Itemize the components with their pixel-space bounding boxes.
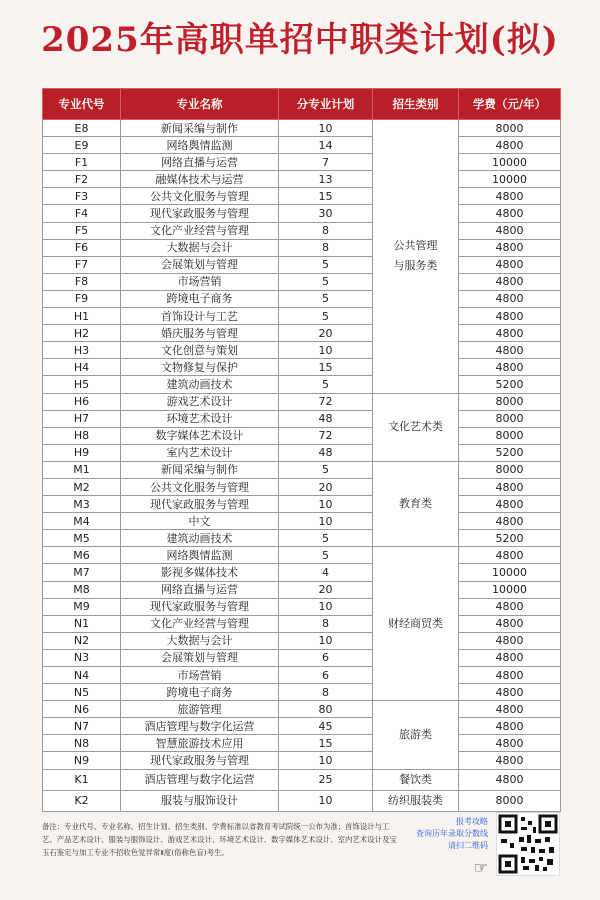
major-code-cell: M2	[43, 478, 121, 495]
major-name-cell: 首饰设计与工艺	[121, 308, 279, 325]
qr-code[interactable]	[496, 812, 560, 876]
plan-count-cell: 8	[279, 684, 373, 701]
tuition-cell: 4800	[459, 769, 561, 790]
table-row	[43, 547, 561, 564]
major-name-cell: 酒店管理与数字化运营	[121, 718, 279, 735]
footnote: 备注：专业代号、专业名称、招生计划、招生类别、学费标准以省教育考试院统一公布为准；首饰设计与工艺、产品艺术设计、服装与服饰设计、游戏艺术设计、环境艺术设计、数字媒体艺术设计、室内艺术设计及宝玉石鉴定与加工专业不招收色觉异常Ⅱ度(俗称色盲)考生。	[42, 822, 397, 857]
plan-count-cell: 20	[279, 581, 373, 598]
major-code-cell: M5	[43, 530, 121, 547]
tuition-cell: 4800	[459, 188, 561, 205]
table-row	[43, 701, 561, 718]
tuition-cell: 4800	[459, 290, 561, 307]
table-row	[43, 564, 561, 581]
category-cell: 文化艺术类	[373, 393, 459, 461]
major-code-cell: H6	[43, 393, 121, 410]
header-major-code: 专业代号	[43, 89, 121, 120]
major-name-cell: 现代家政服务与管理	[121, 598, 279, 615]
qr-caption-line1: 报考攻略	[456, 817, 488, 826]
major-code-cell: N5	[43, 684, 121, 701]
major-name-cell: 现代家政服务与管理	[121, 205, 279, 222]
major-code-cell: F2	[43, 171, 121, 188]
plan-count-cell: 10	[279, 513, 373, 530]
category-cell: 纺织服装类	[373, 790, 459, 811]
tuition-cell: 4800	[459, 239, 561, 256]
table-row	[43, 461, 561, 478]
table-row	[43, 718, 561, 735]
table-row	[43, 667, 561, 684]
plan-count-cell: 5	[279, 273, 373, 290]
tuition-cell: 4800	[459, 205, 561, 222]
major-code-cell: E9	[43, 137, 121, 154]
tuition-cell: 4800	[459, 632, 561, 649]
tuition-cell: 4800	[459, 615, 561, 632]
table-row	[43, 769, 561, 790]
qr-code-icon	[497, 813, 559, 875]
header-plan: 分专业计划	[279, 89, 373, 120]
tuition-cell: 4800	[459, 478, 561, 495]
table-row	[43, 632, 561, 649]
table-row	[43, 735, 561, 752]
plan-count-cell: 10	[279, 598, 373, 615]
table-row	[43, 581, 561, 598]
major-code-cell: K2	[43, 790, 121, 811]
major-code-cell: M6	[43, 547, 121, 564]
plan-count-cell: 7	[279, 154, 373, 171]
major-name-cell: 文化创意与策划	[121, 342, 279, 359]
tuition-cell: 4800	[459, 273, 561, 290]
table-row	[43, 342, 561, 359]
major-name-cell: 游戏艺术设计	[121, 393, 279, 410]
major-code-cell: N7	[43, 718, 121, 735]
major-name-cell: 服装与服饰设计	[121, 790, 279, 811]
plan-count-cell: 10	[279, 632, 373, 649]
tuition-cell: 10000	[459, 171, 561, 188]
qr-promo	[400, 812, 560, 882]
enrollment-plan-table	[42, 88, 561, 812]
qr-caption-line2: 查询历年录取分数线	[416, 829, 488, 838]
plan-count-cell: 8	[279, 222, 373, 239]
major-code-cell: M3	[43, 496, 121, 513]
major-code-cell: N6	[43, 701, 121, 718]
header-category: 招生类别	[373, 89, 459, 120]
major-code-cell: M4	[43, 513, 121, 530]
major-code-cell: M1	[43, 461, 121, 478]
tuition-cell: 8000	[459, 120, 561, 137]
major-name-cell: 现代家政服务与管理	[121, 496, 279, 513]
major-name-cell: 市场营销	[121, 273, 279, 290]
major-code-cell: M9	[43, 598, 121, 615]
major-name-cell: 现代家政服务与管理	[121, 752, 279, 769]
plan-count-cell: 5	[279, 461, 373, 478]
table-row	[43, 496, 561, 513]
tuition-cell: 4800	[459, 649, 561, 666]
major-code-cell: F5	[43, 222, 121, 239]
table-row	[43, 410, 561, 427]
plan-count-cell: 10	[279, 342, 373, 359]
plan-count-cell: 20	[279, 478, 373, 495]
major-code-cell: N9	[43, 752, 121, 769]
tuition-cell: 4800	[459, 137, 561, 154]
page-title: 2025年高职单招中职类计划(拟)	[41, 20, 559, 60]
table-row	[43, 427, 561, 444]
major-name-cell: 网络舆情监测	[121, 137, 279, 154]
category-cell: 财经商贸类	[373, 547, 459, 701]
major-name-cell: 旅游管理	[121, 701, 279, 718]
table-row	[43, 598, 561, 615]
pointing-hand-icon: ☞	[473, 858, 488, 877]
major-name-cell: 融媒体技术与运营	[121, 171, 279, 188]
plan-count-cell: 4	[279, 564, 373, 581]
tuition-cell: 8000	[459, 427, 561, 444]
table-row	[43, 256, 561, 273]
major-name-cell: 环境艺术设计	[121, 410, 279, 427]
plan-count-cell: 72	[279, 393, 373, 410]
plan-count-cell: 8	[279, 239, 373, 256]
table-row	[43, 752, 561, 769]
major-name-cell: 影视多媒体技术	[121, 564, 279, 581]
plan-count-cell: 15	[279, 188, 373, 205]
table-row	[43, 290, 561, 307]
major-name-cell: 文化产业经营与管理	[121, 615, 279, 632]
tuition-cell: 8000	[459, 461, 561, 478]
table-row	[43, 273, 561, 290]
plan-count-cell: 25	[279, 769, 373, 790]
tuition-cell: 4800	[459, 752, 561, 769]
major-code-cell: H7	[43, 410, 121, 427]
table-row	[43, 171, 561, 188]
major-code-cell: H8	[43, 427, 121, 444]
major-name-cell: 公共文化服务与管理	[121, 188, 279, 205]
table-row	[43, 615, 561, 632]
major-name-cell: 文化产业经营与管理	[121, 222, 279, 239]
major-code-cell: K1	[43, 769, 121, 790]
header-major-name: 专业名称	[121, 89, 279, 120]
table-row	[43, 649, 561, 666]
major-name-cell: 建筑动画技术	[121, 376, 279, 393]
major-name-cell: 大数据与会计	[121, 632, 279, 649]
tuition-cell: 5200	[459, 376, 561, 393]
tuition-cell: 4800	[459, 667, 561, 684]
table-row	[43, 188, 561, 205]
major-code-cell: F4	[43, 205, 121, 222]
plan-count-cell: 80	[279, 701, 373, 718]
plan-count-cell: 5	[279, 376, 373, 393]
plan-count-cell: 5	[279, 308, 373, 325]
major-code-cell: F3	[43, 188, 121, 205]
table-row	[43, 205, 561, 222]
major-name-cell: 会展策划与管理	[121, 256, 279, 273]
plan-count-cell: 15	[279, 735, 373, 752]
category-cell: 教育类	[373, 461, 459, 546]
major-name-cell: 会展策划与管理	[121, 649, 279, 666]
major-code-cell: H1	[43, 308, 121, 325]
major-name-cell: 数字媒体艺术设计	[121, 427, 279, 444]
plan-count-cell: 5	[279, 530, 373, 547]
plan-count-cell: 15	[279, 359, 373, 376]
plan-count-cell: 10	[279, 790, 373, 811]
major-code-cell: N3	[43, 649, 121, 666]
major-code-cell: H2	[43, 325, 121, 342]
plan-count-cell: 10	[279, 120, 373, 137]
tuition-cell: 8000	[459, 393, 561, 410]
plan-count-cell: 5	[279, 256, 373, 273]
major-name-cell: 跨境电子商务	[121, 290, 279, 307]
major-code-cell: M8	[43, 581, 121, 598]
tuition-cell: 4800	[459, 325, 561, 342]
plan-count-cell: 10	[279, 752, 373, 769]
plan-count-cell: 5	[279, 290, 373, 307]
table-row	[43, 444, 561, 461]
tuition-cell: 4800	[459, 222, 561, 239]
plan-count-cell: 48	[279, 444, 373, 461]
plan-count-cell: 45	[279, 718, 373, 735]
category-cell: 旅游类	[373, 701, 459, 769]
major-name-cell: 跨境电子商务	[121, 684, 279, 701]
plan-count-cell: 10	[279, 496, 373, 513]
major-code-cell: H3	[43, 342, 121, 359]
tuition-cell: 4800	[459, 496, 561, 513]
tuition-cell: 4800	[459, 342, 561, 359]
plan-count-cell: 20	[279, 325, 373, 342]
tuition-cell: 4800	[459, 547, 561, 564]
table-row	[43, 308, 561, 325]
plan-count-cell: 72	[279, 427, 373, 444]
tuition-cell: 10000	[459, 154, 561, 171]
table-row	[43, 393, 561, 410]
major-code-cell: F6	[43, 239, 121, 256]
table-row	[43, 790, 561, 811]
table-row	[43, 154, 561, 171]
plan-count-cell: 30	[279, 205, 373, 222]
qr-caption-line3: 请扫二维码	[448, 841, 488, 850]
tuition-cell: 4800	[459, 359, 561, 376]
major-name-cell: 大数据与会计	[121, 239, 279, 256]
category-cell: 餐饮类	[373, 769, 459, 790]
major-code-cell: F8	[43, 273, 121, 290]
table-header-row	[43, 89, 561, 120]
table-row	[43, 684, 561, 701]
plan-count-cell: 8	[279, 615, 373, 632]
table-row	[43, 478, 561, 495]
major-code-cell: N8	[43, 735, 121, 752]
tuition-cell: 4800	[459, 598, 561, 615]
tuition-cell: 8000	[459, 410, 561, 427]
category-cell: 公共管理 与服务类	[373, 120, 459, 394]
plan-count-cell: 6	[279, 649, 373, 666]
major-code-cell: F1	[43, 154, 121, 171]
table-row	[43, 513, 561, 530]
major-name-cell: 公共文化服务与管理	[121, 478, 279, 495]
tuition-cell: 4800	[459, 718, 561, 735]
qr-caption	[378, 816, 488, 852]
tuition-cell: 10000	[459, 564, 561, 581]
major-name-cell: 文物修复与保护	[121, 359, 279, 376]
major-code-cell: H5	[43, 376, 121, 393]
tuition-cell: 5200	[459, 530, 561, 547]
tuition-cell: 4800	[459, 701, 561, 718]
major-name-cell: 中文	[121, 513, 279, 530]
major-code-cell: F7	[43, 256, 121, 273]
major-code-cell: H4	[43, 359, 121, 376]
tuition-cell: 4800	[459, 513, 561, 530]
tuition-cell: 8000	[459, 790, 561, 811]
table-row	[43, 222, 561, 239]
table-row	[43, 530, 561, 547]
tuition-cell: 4800	[459, 256, 561, 273]
table-row	[43, 137, 561, 154]
plan-count-cell: 48	[279, 410, 373, 427]
major-name-cell: 市场营销	[121, 667, 279, 684]
major-name-cell: 婚庆服务与管理	[121, 325, 279, 342]
major-name-cell: 新闻采编与制作	[121, 461, 279, 478]
major-name-cell: 网络直播与运营	[121, 154, 279, 171]
table-body	[43, 120, 561, 812]
plan-count-cell: 6	[279, 667, 373, 684]
table-row	[43, 376, 561, 393]
tuition-cell: 4800	[459, 308, 561, 325]
major-code-cell: M7	[43, 564, 121, 581]
tuition-cell: 5200	[459, 444, 561, 461]
table-row	[43, 239, 561, 256]
major-code-cell: F9	[43, 290, 121, 307]
major-name-cell: 建筑动画技术	[121, 530, 279, 547]
tuition-cell: 10000	[459, 581, 561, 598]
major-name-cell: 新闻采编与制作	[121, 120, 279, 137]
major-name-cell: 酒店管理与数字化运营	[121, 769, 279, 790]
major-name-cell: 网络舆情监测	[121, 547, 279, 564]
major-code-cell: N4	[43, 667, 121, 684]
major-code-cell: N2	[43, 632, 121, 649]
plan-count-cell: 13	[279, 171, 373, 188]
table-row	[43, 120, 561, 137]
plan-count-cell: 14	[279, 137, 373, 154]
major-name-cell: 智慧旅游技术应用	[121, 735, 279, 752]
plan-count-cell: 5	[279, 547, 373, 564]
major-name-cell: 网络直播与运营	[121, 581, 279, 598]
major-name-cell: 室内艺术设计	[121, 444, 279, 461]
enrollment-plan-table-wrap	[42, 88, 560, 812]
major-code-cell: E8	[43, 120, 121, 137]
major-code-cell: N1	[43, 615, 121, 632]
tuition-cell: 4800	[459, 684, 561, 701]
major-code-cell: H9	[43, 444, 121, 461]
header-tuition: 学费（元/年）	[459, 89, 561, 120]
tuition-cell: 4800	[459, 735, 561, 752]
table-row	[43, 325, 561, 342]
table-row	[43, 359, 561, 376]
